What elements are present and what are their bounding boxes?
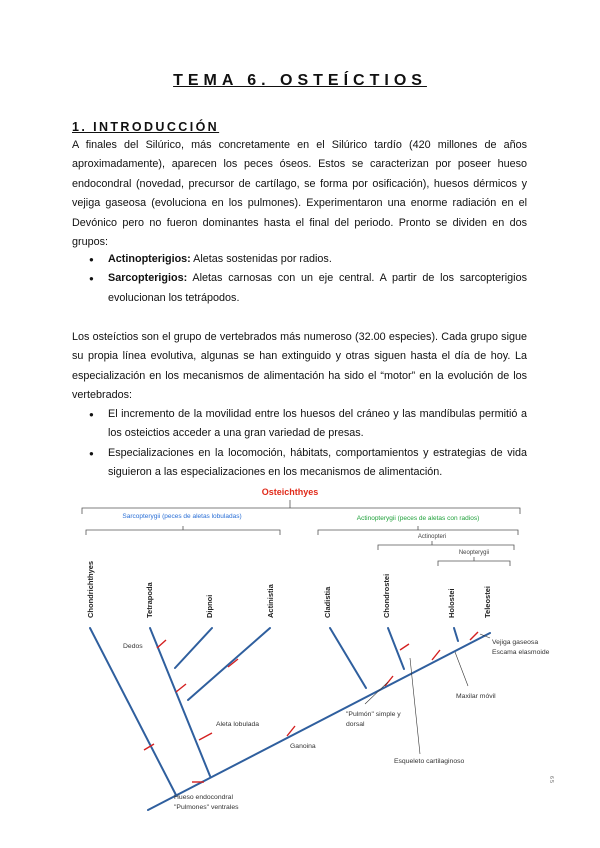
list-item: ● Especializaciones en la locomoción, hábitats, comportamientos y estrategias de vida siguieron a las especializaciones en los mecanismos de alimentación.: [72, 444, 527, 483]
taxon-chondrostei: Chondrostei: [382, 573, 391, 618]
cladogram: [0, 478, 600, 818]
trait-hueso-1: Hueso endocondral: [174, 794, 233, 801]
taxon-teleostei: Teleostei: [483, 586, 492, 618]
trait-esqueleto: Esqueleto cartilaginoso: [394, 758, 465, 765]
list-item: [72, 269, 527, 308]
branch-tetrapoda: [150, 628, 210, 776]
body-paragraph: Los osteíctios son el grupo de vertebrados más numeroso (32.00 especies). Cada grupo sigue su propia línea evolutiva, algunas se han extinguido y otras siguen hasta el día de hoy. La especialización en los mecanismos de alimentación ha sido el “motor” en la evolución de los vertebrados:: [72, 331, 527, 402]
branch-cladistia: [330, 628, 366, 688]
pointer-maxilar: [455, 652, 468, 686]
branch-chondrichthyes: [90, 628, 176, 795]
branch-actinistia: [188, 628, 270, 700]
tick-dedos: [157, 640, 166, 648]
group-term: Actinopterigios:: [108, 253, 191, 265]
group-term: Sarcopterigios:: [108, 272, 188, 285]
sarco-bracket: [86, 526, 280, 535]
neopterygii-bracket: [438, 557, 510, 566]
taxon-actinistia: Actinistia: [266, 584, 275, 618]
actinopteri-bracket: [378, 541, 514, 550]
taxon-chondrichthyes: Chondrichthyes: [86, 560, 95, 618]
trait-ganoina: Ganoina: [290, 743, 316, 750]
trait-labels: [123, 639, 550, 811]
points-list: [72, 405, 527, 483]
root-bracket: [82, 500, 520, 514]
list-item: [72, 250, 527, 269]
main-stem: [148, 633, 490, 810]
trait-pulmon-1: "Pulmón" simple y: [346, 711, 401, 718]
actino-label: Actinopterygii (peces de aletas con radios): [356, 515, 480, 522]
tree-branches: [90, 628, 490, 810]
page-mark: 6 5: [548, 776, 554, 783]
trait-dedos: Dedos: [123, 643, 143, 650]
tick-dipnoi: [176, 684, 186, 692]
taxon-holostei: Holostei: [447, 588, 456, 618]
trait-hueso-2: "Pulmones" ventrales: [174, 804, 239, 811]
branch-holostei: [454, 628, 458, 641]
group-text: Aletas sostenidas por radios.: [190, 253, 332, 265]
section-heading: 1. INTRODUCCIÓN: [72, 120, 220, 134]
sarco-label: Sarcopterygii (peces de aletas lobuladas): [122, 513, 242, 520]
trait-maxilar: Maxilar móvil: [456, 693, 496, 700]
taxon-tetrapoda: Tetrapoda: [145, 582, 154, 618]
trait-vejiga-2: Escama elasmoide: [492, 649, 550, 656]
trait-vejiga-1: Vejiga gaseosa: [492, 639, 539, 646]
group-text: Aletas carnosas con un eje central. A partir de los sarcopterigios evolucionan los tetrápodos.: [108, 272, 527, 304]
branch-dipnoi: [175, 628, 212, 668]
tick-aleta: [199, 733, 212, 740]
actinopteri-label: Actinopteri: [417, 534, 447, 540]
trait-aleta-lobulada: Aleta lobulada: [216, 721, 260, 728]
intro-paragraph: A finales del Silúrico, más concretamente en el Silúrico tardío (420 millones de años aproximadamente), aparecen los peces óseos. Estos se caracterizan por poseer hueso endocondral (novedad, precursor de cartílago, se forma por osificación), huesos dérmicos y vejiga gaseosa (evoluciona en los pulmones). Experimentaron una enorme radiación en el Devónico pero no fueron dominantes hasta el final del periodo. Pronto se dividen en dos grupos:: [72, 139, 527, 249]
root-label: Osteichthyes: [261, 487, 319, 497]
taxon-cladistia: Cladistia: [323, 586, 332, 618]
groups-list: [72, 250, 527, 308]
neopterygii-label: Neopterygii: [458, 550, 490, 556]
tick-esqueleto: [400, 644, 409, 650]
page-title: TEMA 6. OSTEÍCTIOS: [173, 72, 427, 89]
taxon-dipnoi: Dipnoi: [205, 594, 214, 618]
pointer-pulmon: [365, 682, 388, 704]
trait-pulmon-2: dorsal: [346, 721, 365, 728]
list-item: ● El incremento de la movilidad entre los huesos del cráneo y las mandíbulas permitió a los osteictios acceder a una gran variedad de presas.: [72, 405, 527, 444]
